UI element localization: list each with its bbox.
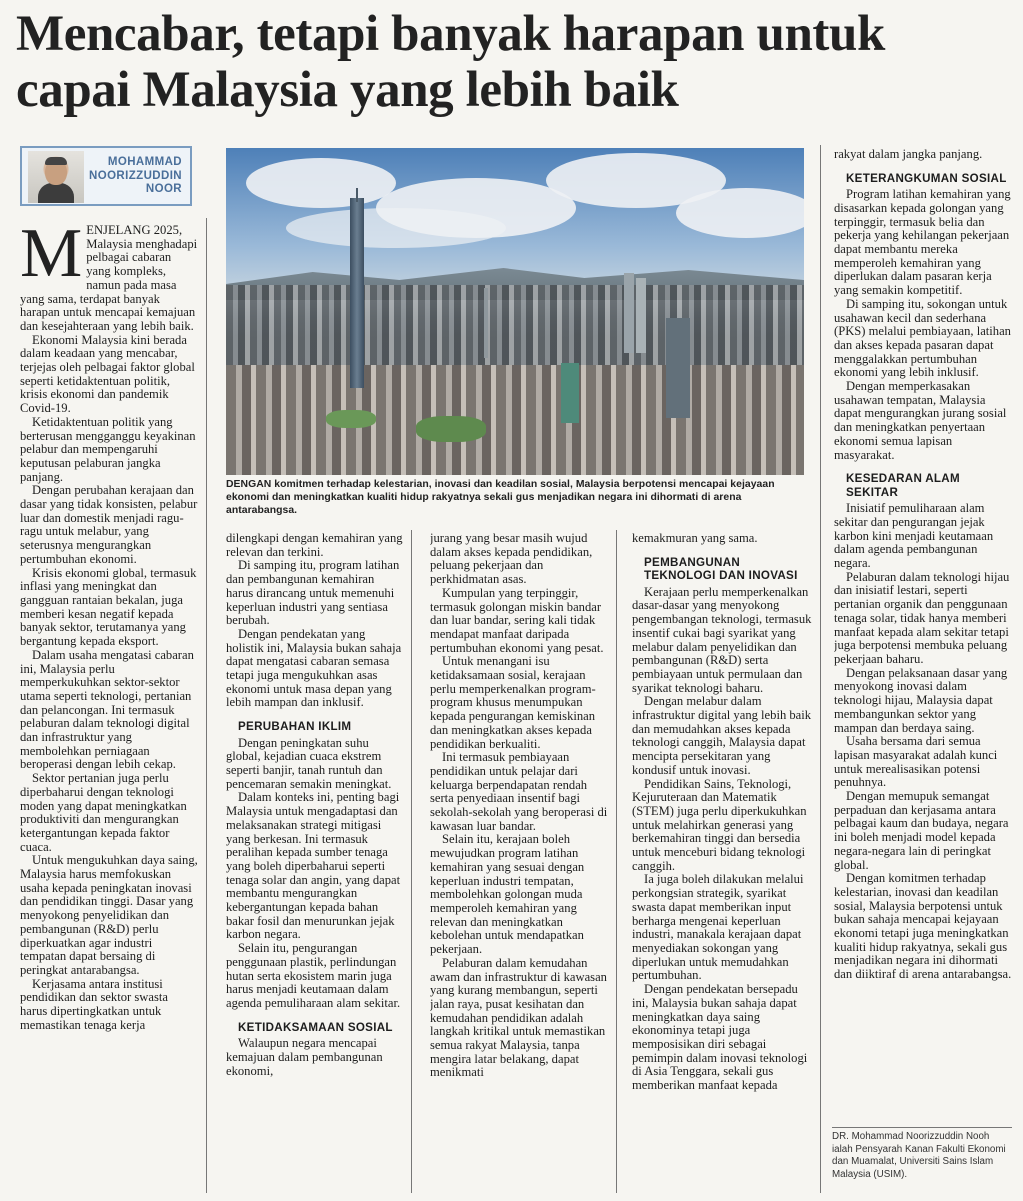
author-name-line: NOOR [145, 183, 182, 195]
paragraph: Ia juga boleh dilakukan melalui perkongsian strategik, syarikat swasta dapat memberikan input berharga mengenai keperluan industri, manakala kerajaan dapat menyediakan sokongan yang diperlukan untuk memudahkan pertumbuhan. [632, 872, 804, 983]
article-column-2 [226, 532, 404, 1197]
photo-caption [226, 478, 804, 517]
column-rule [206, 218, 207, 1193]
paragraph: Untuk menangani isu ketidaksamaan sosial, kerajaan perlu memperkenalkan program-program khusus menumpukan kepada pengurangan kemiskinan dan meningkatkan akses kepada pendidikan berkualiti. [430, 654, 596, 751]
article-column-4 [632, 532, 812, 1197]
paragraph: Untuk mengukuhkan daya saing, Malaysia harus memfokuskan usaha kepada peningkatan inovasi dan pendidikan tinggi. Dasar yang menyokong penyelidikan dan pembangunan (R&D) perlu diperkuatkan agar industri tempatan dapat bersaing di peringkat antarabangsa. [20, 853, 198, 977]
paragraph: Pelaburan dalam teknologi hijau dan inisiatif lestari, seperti pertanian organik dan penggunaan tenaga solar, tidak hanya memberi manfaat kepada alam sekitar tetapi juga berpotensi membuka peluang pekerjaan baharu. [834, 569, 1010, 666]
section-heading: KETERANGKUMAN SOSIAL [846, 171, 1007, 185]
headline: Mencabar, tetapi banyak harapan untuk capai Malaysia yang lebih baik [16, 6, 885, 118]
paragraph: ENJELANG 2025, Malaysia menghadapi pelbagai cabaran yang kompleks, namun pada masa yang sama, terdapat banyak harapan untuk mencapai kemajuan dan kesejahteraan yang lebih baik. [20, 224, 198, 333]
paragraph: Pelaburan dalam kemudahan awam dan infrastruktur di kawasan yang kurang membangun, seperti jalan raya, pusat kesihatan dan kemudahan pendidikan adalah langkah kritikal untuk memastikan semua rakyat Malaysia, tanpa mengira latar belakang, dapat menikmati [430, 955, 607, 1080]
paragraph: Inisiatif pemuliharaan alam sekitar dan pengurangan jejak karbon kini menjadi keutamaan dalam agenda pembangunan negara. [834, 501, 994, 571]
paragraph: Selain itu, kerajaan boleh mewujudkan program latihan kemahiran yang sesuai dengan keperluan industri tempatan, membolehkan golongan muda memperoleh kemahiran yang relevan dan meningkatkan kebolehan untuk mendapatkan pekerjaan. [430, 832, 585, 957]
paragraph: Dengan memupuk semangat perpaduan dan kerjasama antara pelbagai kaum dan budaya, negara ini boleh menjadi model kepada negara-negara lain di peringkat global. [834, 789, 1009, 872]
paragraph: jurang yang besar masih wujud dalam akses kepada pendidikan, peluang pekerjaan dan perkhidmatan asas. [430, 532, 593, 587]
author-photo [28, 151, 84, 203]
paragraph: Program latihan kemahiran yang disasarkan kepada golongan yang terpinggir, termasuk belia dan pekerja yang kehilangan pekerjaan dapat membantu mereka memperoleh kemahiran yang diperlukan dalam pasaran kerja yang semakin kompetitif. [834, 187, 1011, 298]
paragraph: Walaupun negara mencapai kemajuan dalam pembangunan ekonomi, [226, 1036, 383, 1078]
paragraph: Di samping itu, program latihan dan pembangunan kemahiran harus dirancang untuk memenuhi keperluan industri yang sentiasa berubah. [226, 558, 400, 628]
paragraph: Dengan pendekatan yang holistik ini, Malaysia bukan sahaja dapat mengatasi cabaran semasa tetapi juga mengukuhkan asas ekonomi untuk masa depan yang lebih mampan dan inklusif. [226, 626, 402, 710]
paragraph: Dengan komitmen terhadap kelestarian, inovasi dan keadilan sosial, Malaysia berpotensi untuk bukan sahaja mencapai kejayaan ekonomi tetapi juga meningkatkan kualiti hidup rakyatnya, sekali gus menjadikan negara ini dihormati dan diiktiraf di arena antarabangsa. [834, 871, 1012, 982]
section-heading: KETIDAKSAMAAN SOSIAL [238, 1020, 393, 1034]
caption-lead: DENGAN [226, 479, 272, 490]
column-rule [820, 145, 821, 1193]
paragraph: dilengkapi dengan kemahiran yang relevan dan terkini. [226, 532, 403, 559]
paragraph: Dalam usaha mengatasi cabaran ini, Malaysia perlu memperkukuhkan sektor-sektor utama seperti teknologi, pertanian dan pelancongan. Ini termasuk pelaburan dalam teknologi digital dan infrastruktur yang membolehkan perniagaan beroperasi dengan lebih cekap. [20, 647, 194, 772]
paragraph: Kerjasama antara institusi pendidikan dan sektor swasta harus dipertingkatkan untuk memastikan tenaga kerja [20, 976, 168, 1032]
author-byline [20, 146, 192, 206]
paragraph: Sektor pertanian juga perlu diperbaharui dengan teknologi moden yang dapat meningkatkan produktiviti dan mengurangkan ketergantungan kepada faktor cuaca. [20, 771, 187, 854]
paragraph: Ekonomi Malaysia kini berada dalam keadaan yang mencabar, terjejas oleh pelbagai faktor global seperti ketidaktentuan politik, krisis ekonomi dan pandemik Covid-19. [20, 332, 195, 416]
article-column-1 [20, 224, 198, 1199]
author-name-line: MOHAMMAD [107, 156, 182, 168]
section-heading: KESEDARAN ALAM SEKITAR [846, 472, 960, 499]
paragraph: Dengan memperkasakan usahawan tempatan, Malaysia dapat mengurangkan jurang sosial dan meningkatkan penyertaan ekonomi semua lapisan masyarakat. [834, 379, 1007, 462]
section-heading: PEMBANGUNAN TEKNOLOGI DAN INOVASI [644, 555, 798, 583]
drop-cap: M [20, 224, 83, 292]
paragraph: Kerajaan perlu memperkenalkan dasar-dasar yang menyokong pengembangan teknologi, termasuk insentif cukai bagi syarikat yang melabur dalam penyelidikan dan pembangunan (R&D) serta pembiayaan untuk permulaan dan syarikat teknologi baharu. [632, 584, 812, 695]
paragraph: Kumpulan yang terpinggir, termasuk golongan miskin bandar dan luar bandar, sering kali tidak mendapat manfaat daripada pertumbuhan ekonomi yang pesat. [430, 585, 604, 655]
paragraph: Selain itu, pengurangan penggunaan plastik, perlindungan hutan serta ekosistem marin juga harus menjadi keutamaan dalam agenda pemuliharaan alam sekitar. [226, 941, 401, 1010]
column-rule [616, 530, 617, 1193]
kuala-lumpur-skyline-photo [226, 148, 804, 475]
paragraph: Dengan peningkatan suhu global, kejadian cuaca ekstrem seperti banjir, tanah runtuh dan pencemaran semakin meningkat. [226, 735, 392, 791]
paragraph: Dengan pelaksanaan dasar yang menyokong inovasi dalam teknologi hijau, Malaysia dapat membangunkan sektor yang mampan dan berdaya saing. [834, 665, 1008, 735]
paragraph: Ketidaktentuan politik yang berterusan mengganggu keyakinan pelabur dan mempengaruhi keputusan pelaburan jangka panjang. [20, 414, 196, 484]
paragraph: kemakmuran yang sama. [632, 532, 758, 545]
author-bio: DR. Mohammad Noorizzuddin Nooh ialah Pensyarah Kanan Fakulti Ekonomi dan Muamalat, Universiti Sains Islam Malaysia (USIM). [832, 1127, 1012, 1181]
paragraph: Usaha bersama dari semua lapisan masyarakat adalah kunci untuk merealisasikan potensi penuhnya. [834, 734, 998, 790]
paragraph: Pendidikan Sains, Teknologi, Kejuruteraan dan Matematik (STEM) juga perlu diperkukuhkan untuk melahirkan generasi yang berkemahiran tinggi dan bersedia untuk menceburi bidang teknologi canggih. [632, 776, 807, 873]
author-name [78, 156, 182, 197]
paragraph: Dengan melabur dalam infrastruktur digital yang lebih baik dan memudahkan akses kepada teknologi canggih, Malaysia dapat mencipta persekitaran yang kondusif untuk inovasi. [632, 694, 812, 777]
paragraph: Di samping itu, sokongan untuk usahawan kecil dan sederhana (PKS) melalui pembiayaan, latihan dan akses kepada pasaran dapat menggalakkan pertumbuhan ekonomi yang lebih inklusif. [834, 296, 1011, 380]
paragraph: Dengan perubahan kerajaan dan dasar yang tidak konsisten, pelabur luar dan domestik menjadi ragu-ragu untuk melabur, yang seterusnya mengurangkan pertumbuhan ekonomi. [20, 483, 198, 566]
caption-text: komitmen terhadap kelestarian, inovasi dan keadilan sosial, Malaysia berpotensi mencapai kejayaan ekonomi dan meningkatkan kualiti hidup rakyatnya sekali gus menjadikan negara ini dihormati di arena antarabangsa. [226, 479, 775, 516]
paragraph: Dalam konteks ini, penting bagi Malaysia untuk mengadaptasi dan melaksanakan strategi mitigasi yang berkesan. Ini termasuk peralihan kepada sumber tenaga yang boleh diperbaharui seperti tenaga solar dan angin, yang dapat membantu mengurangkan kebergantungan kepada bahan bakar fosil dan menurunkan jejak karbon negara. [226, 790, 401, 942]
paragraph: Ini termasuk pembiayaan pendidikan untuk pelajar dari keluarga berpendapatan rendah serta penyediaan insentif bagi sekolah-sekolah yang beroperasi di kawasan luar bandar. [430, 750, 608, 833]
paragraph: rakyat dalam jangka panjang. [834, 148, 983, 161]
article-column-3 [430, 532, 610, 1197]
article-column-5 [834, 148, 1014, 1126]
author-name-line: NOORIZZUDDIN [89, 169, 182, 182]
section-heading: PERUBAHAN IKLIM [238, 720, 352, 734]
column-rule [411, 530, 412, 1193]
paragraph: Krisis ekonomi global, termasuk inflasi yang meningkat dan gangguan rantaian bekalan, juga memberi kesan negatif kepada banyak sektor, terutamanya yang bergantung kepada eksport. [20, 565, 197, 649]
paragraph: Dengan pendekatan bersepadu ini, Malaysia bukan sahaja dapat meningkatkan daya saing ekonominya tetapi juga memposisikan diri sebagai pemimpin dalam inovasi teknologi di Asia Tenggara, sekali gus memberikan manfaat kepada [632, 982, 808, 1093]
